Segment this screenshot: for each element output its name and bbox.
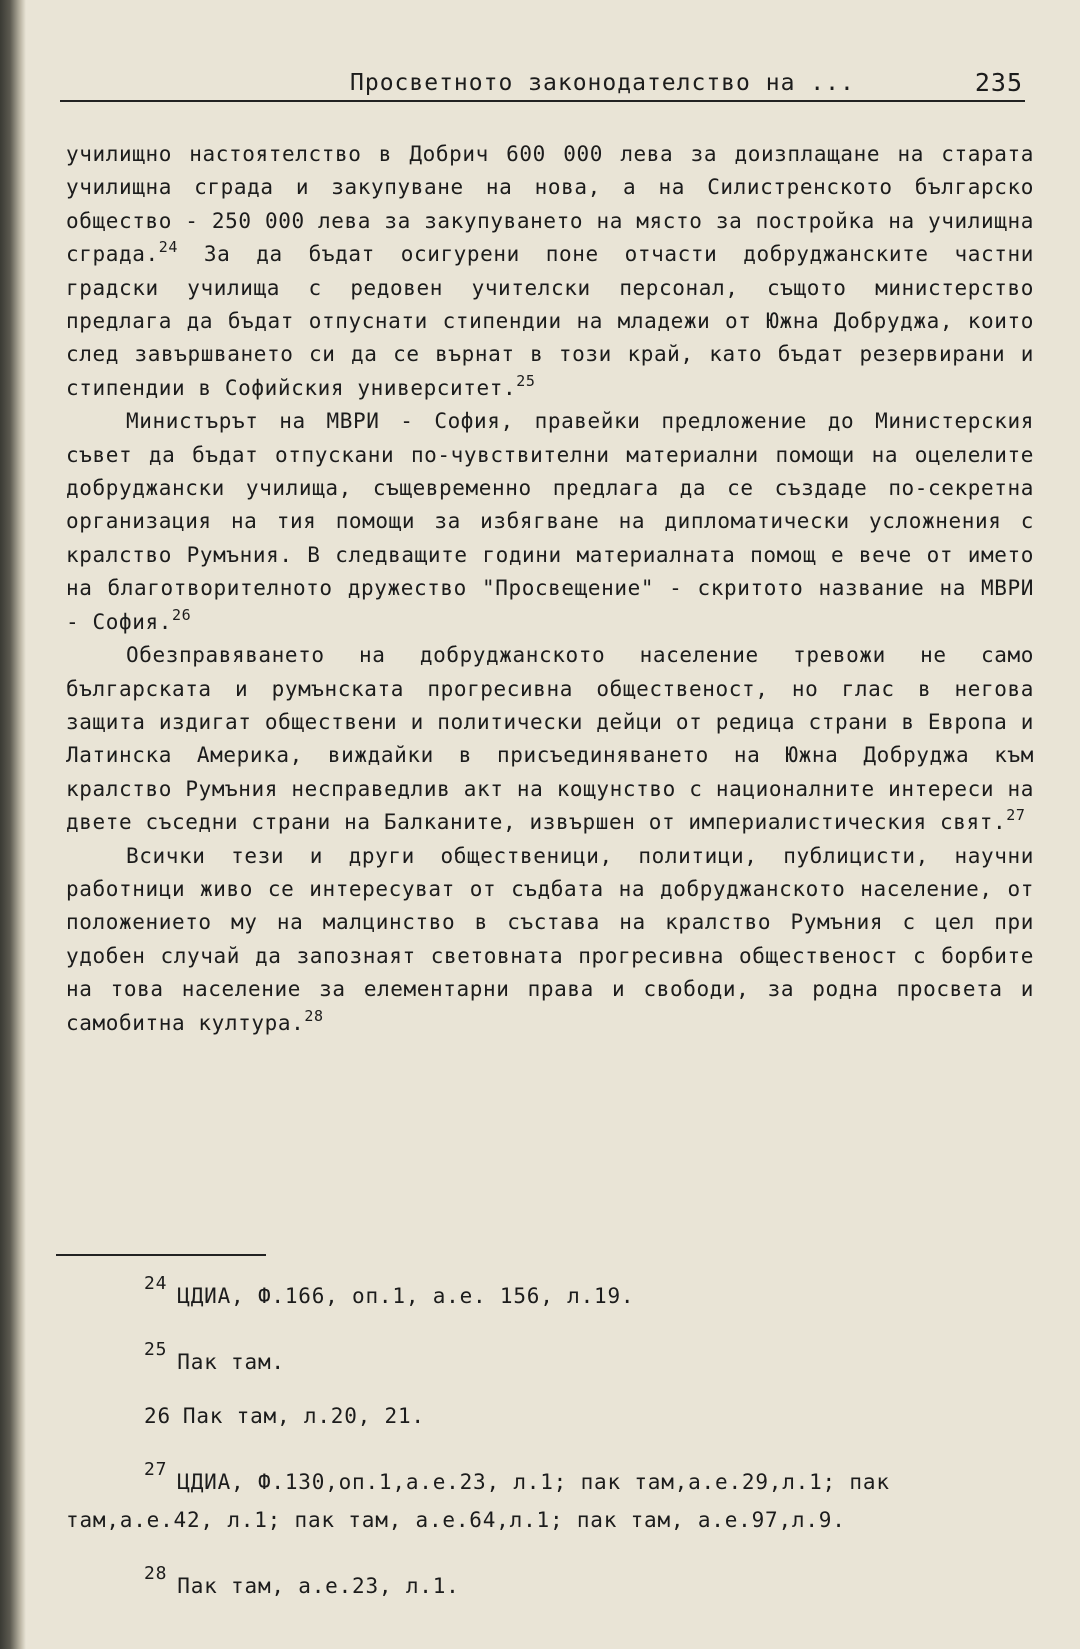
footnote-ref-28: 28 [304, 1006, 324, 1025]
footnote-number: 27 [144, 1459, 168, 1480]
footnote-28 [66, 1558, 1034, 1602]
footnote-24 [66, 1268, 1034, 1312]
footnote-text: Пак там. [177, 1350, 285, 1374]
footnotes-section [66, 1268, 1034, 1624]
footnote-25 [66, 1334, 1034, 1378]
footnote-27 [66, 1454, 1034, 1536]
paragraph-1-text-a: училищно настоятелство в Добрич 600 000 лева за доизплащане на старата училищна сграда и закупуване на нова, а на Силистренското българско общество - 250 000 лева за закупуването на място за постройка на училищна сграда. [66, 142, 1034, 267]
book-page [26, 0, 1080, 1649]
paragraph-1 [66, 138, 1034, 405]
footnote-text: Пак там, а.е.23, л.1. [177, 1574, 460, 1598]
paragraph-2-text: Министърът на МВРИ - София, правейки предложение до Министерския съвет да бъдат отпускани по-чувствителни материални помощи на оцелелите добруджански училища, същевременно предлага да се създаде по-секретна организация на тия помощи за избягване на дипломатически усложнения с кралство Румъния. В следващите години материалната помощ е вече от името на благотворителното дружество "Просвещение" - скритото название на МВРИ - София. [66, 409, 1034, 634]
footnote-number: 26 [144, 1404, 171, 1428]
paragraph-2 [66, 405, 1034, 639]
paragraph-4 [66, 840, 1034, 1040]
footnote-text: ЦДИА, Ф.130,оп.1,а.е.23, л.1; пак там,а.е.29,л.1; пак там,а.е.42, л.1; пак там, а.е.64,л.1; пак там, а.е.97,л.9. [66, 1470, 890, 1532]
paragraph-1-text-b: За да бъдат осигурени поне отчасти добруджанските частни градски училища с редовен учителски персонал, същото министерство предлага да бъдат отпуснати стипендии на младежи от Южна Добруджа, които след завършването си да се върнат в този край, като бъдат резервирани и стипендии в Софийския университет. [66, 242, 1034, 400]
footnote-ref-24: 24 [158, 238, 178, 257]
footnote-26 [66, 1400, 1034, 1432]
running-header [60, 70, 1025, 102]
footnote-ref-27: 27 [1006, 806, 1026, 825]
footnote-divider [56, 1254, 266, 1256]
main-text [66, 138, 1034, 1040]
footnote-number: 28 [144, 1563, 168, 1584]
scan-binding-edge [0, 0, 26, 1649]
paragraph-4-text: Всички тези и други общественици, политици, публицисти, научни работници живо се интересуват от съдбата на добруджанското население, от положението му на малцинство в състава на кралство Румъния с цел при удобен случай да запознаят световната прогресивна общественост с борбите на това население за елементарни права и свободи, за родна просвета и самобитна култура. [66, 843, 1034, 1035]
footnote-ref-25: 25 [516, 371, 536, 390]
footnote-ref-26: 26 [171, 605, 192, 624]
paragraph-3-text: Обезправяването на добруджанското население тревожи не само българската и румънската прогресивна общественост, но глас в негова защита издигат обществени и политически дейци от редица страни в Европа и Латинска Америка, виждайки в присъединяването на Южна Добруджа към кралство Румъния несправедлив акт на кощунство с националните интереси на двете съседни страни на Балканите, извършен от империалистическия свят. [66, 643, 1034, 835]
footnote-text: ЦДИА, Ф.166, оп.1, а.е. 156, л.19. [177, 1284, 635, 1308]
footnote-number: 25 [144, 1339, 168, 1360]
paragraph-3 [66, 639, 1034, 839]
running-title: Просветното законодателство на ... [350, 70, 855, 96]
footnote-number: 24 [144, 1273, 168, 1294]
page-number: 235 [974, 68, 1023, 97]
footnote-text: Пак там, л.20, 21. [182, 1404, 425, 1428]
